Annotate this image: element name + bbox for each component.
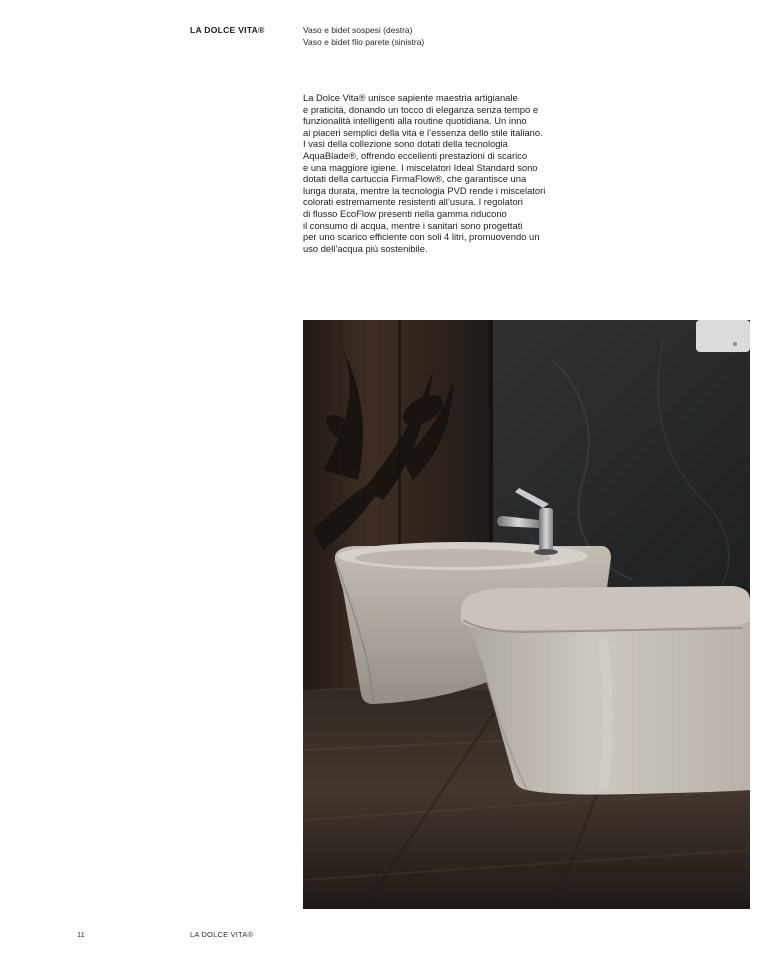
- caption-line-right: Vaso e bidet sospesi (destra): [303, 25, 413, 35]
- paragraph-line: AquaBlade®, offrendo eccellenti prestazioni di scarico: [303, 149, 528, 161]
- paragraph-line: uso dell’acqua più sostenibile.: [303, 242, 428, 254]
- footer-brand: LA DOLCE VITA®: [190, 930, 254, 939]
- paragraph-line: di flusso EcoFlow presenti nella gamma riducono: [303, 207, 507, 219]
- paragraph-line: per uno scarico efficiente con soli 4 litri, promuovendo un: [303, 231, 540, 243]
- paragraph-line: lunga durata, mentre la tecnologia PVD rende i miscelatori: [303, 184, 546, 196]
- paragraph-line: colorati estremamente resistenti all’usura. I regolatori: [303, 196, 523, 208]
- product-photo: [303, 320, 750, 909]
- paragraph-line: il consumo di acqua, mentre i sanitari sono progettati: [303, 219, 523, 231]
- paragraph-line: funzionalità intelligenti alla routine quotidiana. Un inno: [303, 115, 527, 127]
- description-paragraph: [303, 92, 593, 254]
- paragraph-line: e praticità, donando un tocco di eleganza senza tempo e: [303, 103, 539, 115]
- collection-title: LA DOLCE VITA®: [190, 25, 265, 35]
- paragraph-line: La Dolce Vita® unisce sapiente maestria artigianale: [303, 92, 518, 103]
- caption-block: [303, 25, 424, 48]
- paragraph-line: I vasi della collezione sono dotati della tecnologia: [303, 138, 508, 150]
- paragraph-line: dotati della cartuccia FirmaFlow®, che garantisce una: [303, 173, 527, 185]
- page-number: 11: [77, 930, 85, 939]
- caption-line-left: Vaso e bidet filo parete (sinistra): [303, 36, 425, 47]
- paragraph-line: ai piaceri semplici della vita e l’essenza dello stile italiano.: [303, 126, 543, 138]
- paragraph-line: e una maggiore igiene. I miscelatori Ideal Standard sono: [303, 161, 538, 173]
